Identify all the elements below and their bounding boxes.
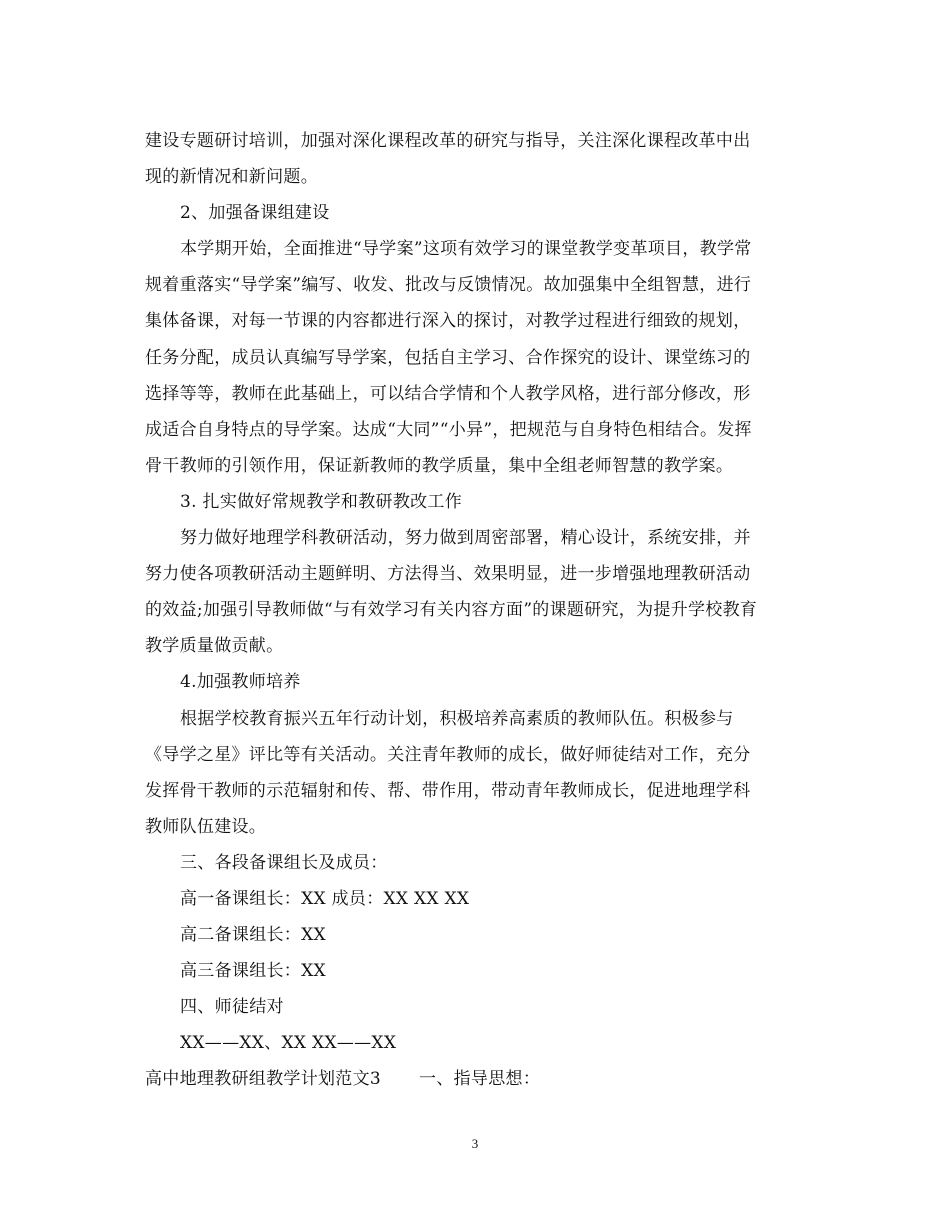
text-line: 骨干教师的引领作用，保证新教师的教学质量，集中全组老师智慧的教学案。 — [145, 455, 734, 476]
text-line: 教学质量做贡献。 — [145, 636, 284, 657]
section-heading: 一、指导思想： — [419, 1069, 541, 1090]
text-line: 发挥骨干教师的示范辐射和传、帮、带作用，带动青年教师成长，促进地理学科 — [145, 780, 751, 801]
page-number: 3 — [471, 1136, 479, 1151]
text-line: 3. 扎实做好常规教学和教研教改工作 — [180, 491, 463, 512]
document-body — [145, 123, 805, 1098]
text-line: 任务分配，成员认真编写导学案，包括自主学习、合作探究的设计、课堂练习的 — [145, 347, 751, 368]
text-line: 《导学之星》评比等有关活动。关注青年教师的成长，做好师徒结对工作，充分 — [145, 744, 751, 765]
text-line: 选择等等，教师在此基础上，可以结合学情和个人教学风格，进行部分修改，形 — [145, 383, 751, 404]
text-line: 本学期开始，全面推进“导学案”这项有效学习的课堂教学变革项目，教学常 — [180, 239, 752, 260]
text-line: 集体备课，对每一节课的内容都进行深入的探讨，对教学过程进行细致的规划， — [145, 311, 751, 332]
text-line: 高一备课组长：XX 成员：XX XX XX — [180, 888, 470, 909]
text-line: 2、加强备课组建设 — [180, 203, 330, 224]
text-line: 规着重落实“导学案”编写、收发、批改与反馈情况。故加强集中全组智慧，进行 — [145, 275, 752, 296]
text-line: 努力使各项教研活动主题鲜明、方法得当、效果明显，进一步增强地理教研活动 — [145, 564, 751, 585]
text-line: 现的新情况和新问题。 — [145, 167, 318, 188]
text-line: 努力做好地理学科教研活动，努力做到周密部署，精心设计，系统安排，并 — [180, 528, 751, 549]
text-line: 成适合自身特点的导学案。达成“大同”“小异”，把规范与自身特色相结合。发挥 — [145, 419, 752, 440]
text-line: 三、各段备课组长及成员： — [180, 852, 388, 873]
text-line: 高三备课组长：XX — [180, 961, 326, 982]
text-line: 根据学校教育振兴五年行动计划，积极培养高素质的教师队伍。积极参与 — [180, 708, 734, 729]
text-line: 建设专题研讨培训，加强对深化课程改革的研究与指导，关注深化课程改革中出 — [145, 131, 751, 151]
section-title-line — [145, 1061, 805, 1097]
text-line: XX——XX、XX XX——XX — [180, 1033, 397, 1054]
text-line: 4.加强教师培养 — [180, 672, 301, 693]
text-line: 的效益;加强引导教师做“与有效学习有关内容方面”的课题研究，为提升学校教育 — [145, 600, 758, 621]
text-line: 高二备课组长：XX — [180, 925, 326, 946]
text-line: 四、师徒结对 — [180, 997, 284, 1018]
text-line: 教师队伍建设。 — [145, 816, 267, 837]
section-title: 高中地理教研组教学计划范文3 — [145, 1069, 382, 1090]
